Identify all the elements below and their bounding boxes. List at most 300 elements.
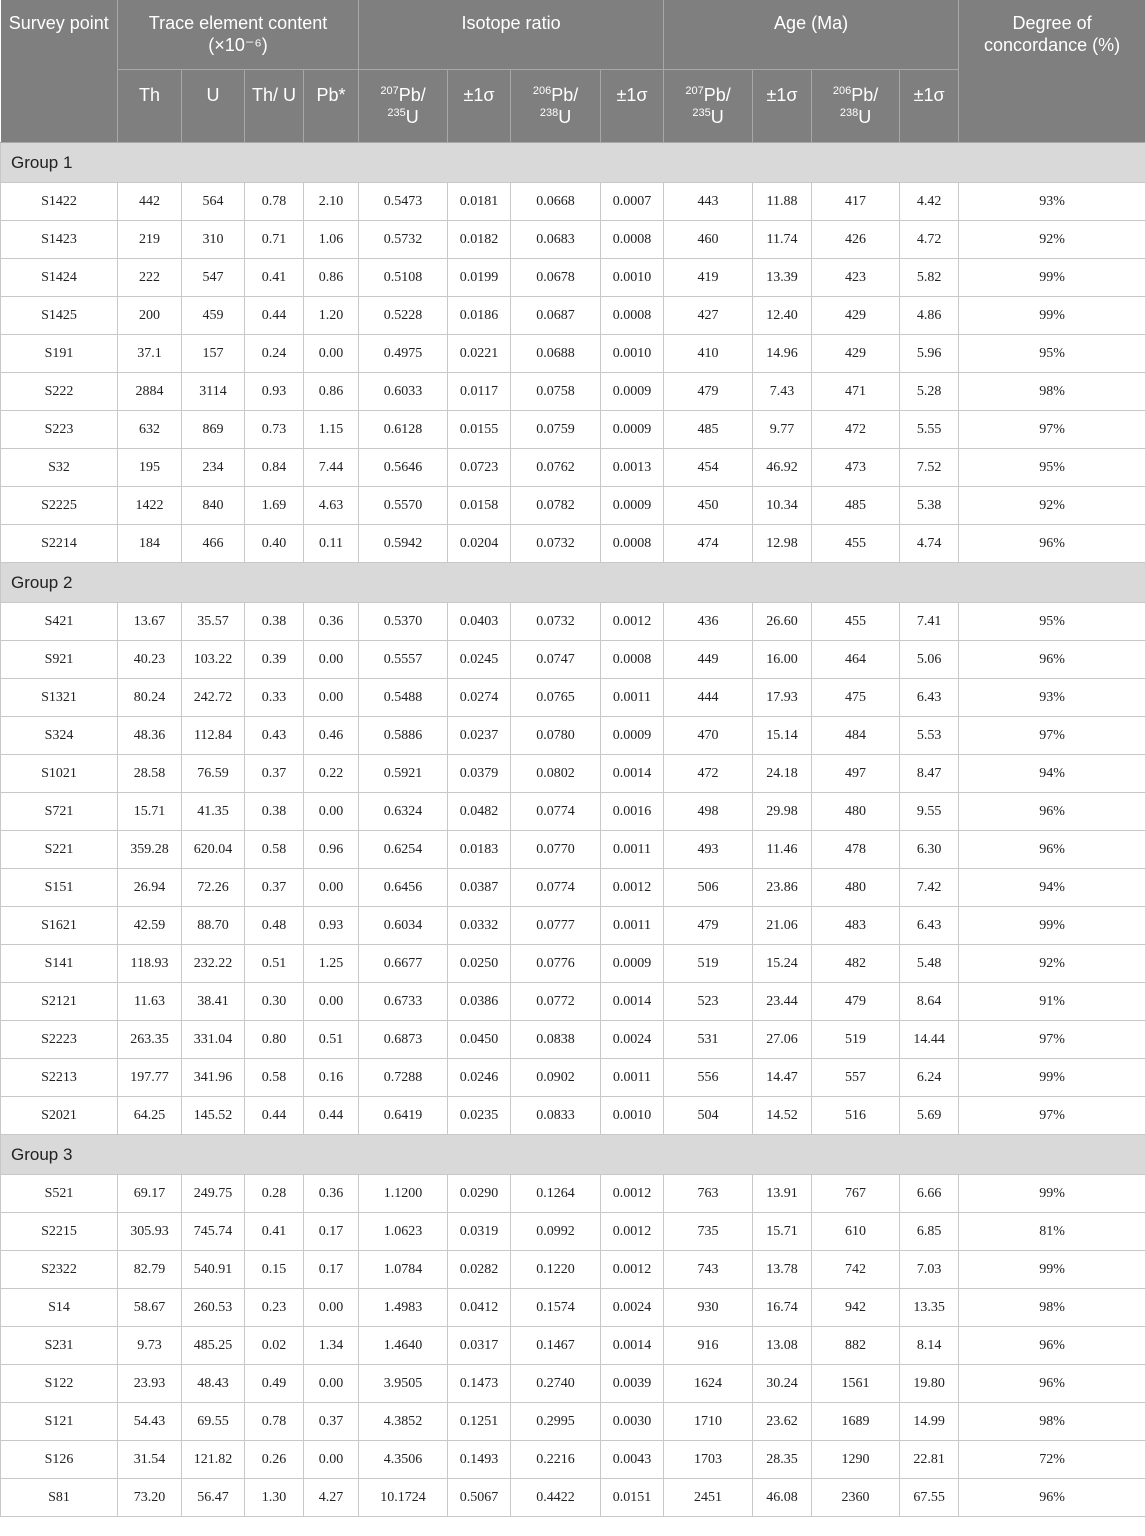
table-cell: 0.5646: [359, 449, 448, 487]
table-cell: 0.5370: [359, 603, 448, 641]
table-cell: 19.80: [900, 1365, 959, 1403]
table-cell: 1.0784: [359, 1251, 448, 1289]
table-cell: 0.0204: [448, 525, 511, 563]
table-cell: 95%: [959, 603, 1145, 641]
table-cell: 444: [664, 679, 753, 717]
table-cell: 96%: [959, 793, 1145, 831]
table-cell: 93%: [959, 679, 1145, 717]
table-cell: 95%: [959, 335, 1145, 373]
table-row: [1, 907, 1145, 945]
table-cell: 0.5473: [359, 183, 448, 221]
table-cell: 0.5228: [359, 297, 448, 335]
table-cell: 263.35: [118, 1021, 182, 1059]
table-row: [1, 411, 1145, 449]
table-cell: 0.0010: [601, 259, 664, 297]
table-cell: 232.22: [182, 945, 245, 983]
table-cell: 11.74: [753, 221, 812, 259]
table-cell: 7.44: [304, 449, 359, 487]
table-cell: 6.43: [900, 907, 959, 945]
table-cell: 1422: [118, 487, 182, 525]
table-cell: 0.78: [245, 1403, 304, 1441]
table-cell: 0.46: [304, 717, 359, 755]
table-cell: 0.0151: [601, 1479, 664, 1517]
table-cell: 0.2740: [511, 1365, 601, 1403]
table-cell: 0.0013: [601, 449, 664, 487]
table-cell: 0.0758: [511, 373, 601, 411]
table-cell: 531: [664, 1021, 753, 1059]
table-cell: 4.86: [900, 297, 959, 335]
survey-point-cell: S2213: [1, 1059, 118, 1097]
table-row: [1, 1479, 1145, 1517]
table-row: [1, 373, 1145, 411]
table-cell: 0.00: [304, 335, 359, 373]
table-cell: 14.99: [900, 1403, 959, 1441]
table-cell: 11.88: [753, 183, 812, 221]
survey-point-cell: S221: [1, 831, 118, 869]
table-cell: 0.5488: [359, 679, 448, 717]
table-cell: 0.1220: [511, 1251, 601, 1289]
table-cell: 118.93: [118, 945, 182, 983]
table-cell: 0.6324: [359, 793, 448, 831]
table-cell: 0.37: [245, 755, 304, 793]
table-cell: 69.17: [118, 1175, 182, 1213]
table-cell: 98%: [959, 373, 1145, 411]
table-cell: 0.1493: [448, 1441, 511, 1479]
table-cell: 4.3852: [359, 1403, 448, 1441]
table-cell: 24.18: [753, 755, 812, 793]
table-cell: 516: [812, 1097, 900, 1135]
table-cell: 249.75: [182, 1175, 245, 1213]
table-cell: 480: [812, 869, 900, 907]
table-cell: 0.0683: [511, 221, 601, 259]
table-cell: 0.0732: [511, 603, 601, 641]
table-cell: 0.0387: [448, 869, 511, 907]
table-cell: 112.84: [182, 717, 245, 755]
table-cell: 0.00: [304, 793, 359, 831]
header-u: U: [182, 70, 245, 143]
table-cell: 23.93: [118, 1365, 182, 1403]
table-cell: 29.98: [753, 793, 812, 831]
table-cell: 0.44: [245, 1097, 304, 1135]
table-cell: 0.0009: [601, 717, 664, 755]
survey-point-cell: S126: [1, 1441, 118, 1479]
table-cell: 0.0802: [511, 755, 601, 793]
table-header: [1, 0, 1145, 143]
table-cell: 3114: [182, 373, 245, 411]
table-cell: 13.67: [118, 603, 182, 641]
header-trace-element: Trace element content (×10⁻⁶): [118, 0, 359, 70]
table-cell: 1290: [812, 1441, 900, 1479]
survey-point-cell: S223: [1, 411, 118, 449]
table-cell: 0.0246: [448, 1059, 511, 1097]
table-cell: 0.02: [245, 1327, 304, 1365]
table-cell: 99%: [959, 1175, 1145, 1213]
table-cell: 0.0765: [511, 679, 601, 717]
table-cell: 21.06: [753, 907, 812, 945]
table-cell: 0.0011: [601, 831, 664, 869]
table-cell: 92%: [959, 945, 1145, 983]
table-cell: 0.33: [245, 679, 304, 717]
table-cell: 4.74: [900, 525, 959, 563]
survey-point-cell: S1621: [1, 907, 118, 945]
table-cell: 0.0183: [448, 831, 511, 869]
survey-point-cell: S1021: [1, 755, 118, 793]
header-ratio-206-238: $^{206}$Pb/ $^{238}$U: [511, 70, 601, 143]
table-cell: 0.78: [245, 183, 304, 221]
table-cell: 0.0007: [601, 183, 664, 221]
table-cell: 0.4422: [511, 1479, 601, 1517]
table-cell: 547: [182, 259, 245, 297]
table-cell: 0.0992: [511, 1213, 601, 1251]
table-cell: 26.94: [118, 869, 182, 907]
table-cell: 0.0011: [601, 679, 664, 717]
header-pb: Pb*: [304, 70, 359, 143]
table-cell: 479: [812, 983, 900, 1021]
table-cell: 423: [812, 259, 900, 297]
group-label: Group 3: [1, 1135, 1145, 1175]
table-cell: 0.96: [304, 831, 359, 869]
survey-point-cell: S222: [1, 373, 118, 411]
table-cell: 121.82: [182, 1441, 245, 1479]
table-cell: 1.30: [245, 1479, 304, 1517]
table-cell: 96%: [959, 525, 1145, 563]
table-cell: 96%: [959, 1327, 1145, 1365]
table-cell: 459: [182, 297, 245, 335]
survey-point-cell: S1321: [1, 679, 118, 717]
survey-point-cell: S421: [1, 603, 118, 641]
table-cell: 0.49: [245, 1365, 304, 1403]
header-age-207-235-sigma: ±1σ: [753, 70, 812, 143]
table-cell: 0.40: [245, 525, 304, 563]
table-cell: 930: [664, 1289, 753, 1327]
table-cell: 443: [664, 183, 753, 221]
survey-point-cell: S121: [1, 1403, 118, 1441]
table-row: [1, 1251, 1145, 1289]
table-cell: 869: [182, 411, 245, 449]
table-row: [1, 945, 1145, 983]
table-row: [1, 525, 1145, 563]
table-cell: 7.03: [900, 1251, 959, 1289]
table-cell: 42.59: [118, 907, 182, 945]
table-cell: 0.0774: [511, 793, 601, 831]
table-row: [1, 1365, 1145, 1403]
table-cell: 480: [812, 793, 900, 831]
table-cell: 97%: [959, 411, 1145, 449]
table-cell: 620.04: [182, 831, 245, 869]
table-cell: 0.1473: [448, 1365, 511, 1403]
table-cell: 417: [812, 183, 900, 221]
table-cell: 478: [812, 831, 900, 869]
table-cell: 460: [664, 221, 753, 259]
table-cell: 0.37: [304, 1403, 359, 1441]
table-cell: 8.64: [900, 983, 959, 1021]
table-cell: 0.0009: [601, 373, 664, 411]
table-cell: 429: [812, 335, 900, 373]
table-cell: 410: [664, 335, 753, 373]
header-th: Th: [118, 70, 182, 143]
table-cell: 0.0759: [511, 411, 601, 449]
table-cell: 0.0010: [601, 335, 664, 373]
table-cell: 94%: [959, 755, 1145, 793]
table-cell: 472: [664, 755, 753, 793]
table-cell: 28.58: [118, 755, 182, 793]
table-cell: 0.0723: [448, 449, 511, 487]
table-cell: 13.91: [753, 1175, 812, 1213]
table-row: [1, 1175, 1145, 1213]
table-cell: 0.58: [245, 831, 304, 869]
table-cell: 0.0012: [601, 1251, 664, 1289]
table-cell: 0.0833: [511, 1097, 601, 1135]
group-row: [1, 143, 1145, 183]
table-cell: 0.0403: [448, 603, 511, 641]
group-label: Group 2: [1, 563, 1145, 603]
table-body: [1, 143, 1145, 1517]
table-cell: 504: [664, 1097, 753, 1135]
table-cell: 0.1574: [511, 1289, 601, 1327]
table-cell: 38.41: [182, 983, 245, 1021]
table-cell: 0.5067: [448, 1479, 511, 1517]
table-cell: 0.0012: [601, 603, 664, 641]
table-cell: 497: [812, 755, 900, 793]
table-cell: 0.0117: [448, 373, 511, 411]
table-cell: 0.0030: [601, 1403, 664, 1441]
table-cell: 10.34: [753, 487, 812, 525]
table-cell: 1.1200: [359, 1175, 448, 1213]
table-cell: 471: [812, 373, 900, 411]
table-cell: 13.08: [753, 1327, 812, 1365]
table-cell: 27.06: [753, 1021, 812, 1059]
table-cell: 64.25: [118, 1097, 182, 1135]
survey-point-cell: S2322: [1, 1251, 118, 1289]
table-cell: 331.04: [182, 1021, 245, 1059]
table-cell: 942: [812, 1289, 900, 1327]
table-cell: 88.70: [182, 907, 245, 945]
table-cell: 22.81: [900, 1441, 959, 1479]
table-cell: 99%: [959, 1251, 1145, 1289]
table-cell: 15.24: [753, 945, 812, 983]
survey-point-cell: S2021: [1, 1097, 118, 1135]
table-cell: 91%: [959, 983, 1145, 1021]
table-cell: 0.0182: [448, 221, 511, 259]
table-row: [1, 1403, 1145, 1441]
table-cell: 0.41: [245, 1213, 304, 1251]
survey-point-cell: S1422: [1, 183, 118, 221]
table-cell: 0.0181: [448, 183, 511, 221]
survey-point-cell: S2215: [1, 1213, 118, 1251]
table-cell: 0.0012: [601, 869, 664, 907]
survey-point-cell: S14: [1, 1289, 118, 1327]
table-cell: 4.42: [900, 183, 959, 221]
survey-point-cell: S1423: [1, 221, 118, 259]
table-cell: 0.00: [304, 641, 359, 679]
table-cell: 0.15: [245, 1251, 304, 1289]
table-cell: 479: [664, 373, 753, 411]
table-cell: 7.41: [900, 603, 959, 641]
table-cell: 97%: [959, 717, 1145, 755]
table-cell: 564: [182, 183, 245, 221]
table-cell: 0.0008: [601, 297, 664, 335]
header-age: Age (Ma): [664, 0, 959, 70]
table-cell: 7.42: [900, 869, 959, 907]
table-cell: 5.96: [900, 335, 959, 373]
table-cell: 840: [182, 487, 245, 525]
table-cell: 0.0010: [601, 1097, 664, 1135]
survey-point-cell: S1424: [1, 259, 118, 297]
table-cell: 1710: [664, 1403, 753, 1441]
table-cell: 0.0838: [511, 1021, 601, 1059]
table-cell: 222: [118, 259, 182, 297]
table-cell: 0.0762: [511, 449, 601, 487]
table-cell: 610: [812, 1213, 900, 1251]
table-cell: 92%: [959, 221, 1145, 259]
table-cell: 0.38: [245, 603, 304, 641]
table-cell: 0.0158: [448, 487, 511, 525]
table-row: [1, 1441, 1145, 1479]
table-cell: 0.24: [245, 335, 304, 373]
table-cell: 2451: [664, 1479, 753, 1517]
table-cell: 0.0386: [448, 983, 511, 1021]
table-cell: 0.5886: [359, 717, 448, 755]
table-cell: 37.1: [118, 335, 182, 373]
table-cell: 67.55: [900, 1479, 959, 1517]
table-cell: 0.0902: [511, 1059, 601, 1097]
table-cell: 0.00: [304, 1289, 359, 1327]
table-cell: 0.23: [245, 1289, 304, 1327]
table-cell: 2.10: [304, 183, 359, 221]
survey-point-cell: S122: [1, 1365, 118, 1403]
table-cell: 99%: [959, 259, 1145, 297]
table-cell: 6.30: [900, 831, 959, 869]
header-ratio-207-235-sigma: ±1σ: [448, 70, 511, 143]
table-cell: 0.0014: [601, 755, 664, 793]
table-cell: 8.47: [900, 755, 959, 793]
table-cell: 12.40: [753, 297, 812, 335]
table-cell: 73.20: [118, 1479, 182, 1517]
table-cell: 1689: [812, 1403, 900, 1441]
table-cell: 0.0009: [601, 945, 664, 983]
table-cell: 1.34: [304, 1327, 359, 1365]
table-cell: 0.0016: [601, 793, 664, 831]
table-cell: 17.93: [753, 679, 812, 717]
table-cell: 0.0482: [448, 793, 511, 831]
table-cell: 916: [664, 1327, 753, 1365]
table-row: [1, 335, 1145, 373]
table-cell: 475: [812, 679, 900, 717]
table-cell: 0.0008: [601, 525, 664, 563]
survey-point-cell: S2225: [1, 487, 118, 525]
table-cell: 743: [664, 1251, 753, 1289]
table-cell: 0.16: [304, 1059, 359, 1097]
table-cell: 0.2995: [511, 1403, 601, 1441]
table-cell: 1.4983: [359, 1289, 448, 1327]
table-cell: 40.23: [118, 641, 182, 679]
table-cell: 3.9505: [359, 1365, 448, 1403]
table-cell: 0.58: [245, 1059, 304, 1097]
table-cell: 498: [664, 793, 753, 831]
table-cell: 48.36: [118, 717, 182, 755]
table-cell: 0.0245: [448, 641, 511, 679]
table-cell: 0.0008: [601, 221, 664, 259]
table-cell: 4.3506: [359, 1441, 448, 1479]
survey-point-cell: S81: [1, 1479, 118, 1517]
survey-point-cell: S324: [1, 717, 118, 755]
table-cell: 98%: [959, 1289, 1145, 1327]
table-cell: 479: [664, 907, 753, 945]
table-row: [1, 297, 1145, 335]
table-row: [1, 793, 1145, 831]
table-cell: 0.0274: [448, 679, 511, 717]
table-cell: 0.0290: [448, 1175, 511, 1213]
table-cell: 0.28: [245, 1175, 304, 1213]
table-cell: 0.6419: [359, 1097, 448, 1135]
table-cell: 1.15: [304, 411, 359, 449]
header-isotope-ratio: Isotope ratio: [359, 0, 664, 70]
table-cell: 454: [664, 449, 753, 487]
table-cell: 436: [664, 603, 753, 641]
table-cell: 485: [664, 411, 753, 449]
table-cell: 200: [118, 297, 182, 335]
table-cell: 359.28: [118, 831, 182, 869]
table-cell: 0.5942: [359, 525, 448, 563]
table-cell: 16.74: [753, 1289, 812, 1327]
table-cell: 157: [182, 335, 245, 373]
table-cell: 96%: [959, 831, 1145, 869]
survey-point-cell: S151: [1, 869, 118, 907]
table-cell: 0.0668: [511, 183, 601, 221]
table-cell: 35.57: [182, 603, 245, 641]
table-cell: 0.0221: [448, 335, 511, 373]
table-cell: 145.52: [182, 1097, 245, 1135]
table-cell: 442: [118, 183, 182, 221]
survey-point-cell: S231: [1, 1327, 118, 1365]
table-cell: 0.0235: [448, 1097, 511, 1135]
table-cell: 96%: [959, 641, 1145, 679]
header-age-206-238: $^{206}$Pb/ $^{238}$U: [812, 70, 900, 143]
table-cell: 0.6254: [359, 831, 448, 869]
table-cell: 0.6873: [359, 1021, 448, 1059]
table-cell: 0.0776: [511, 945, 601, 983]
table-row: [1, 831, 1145, 869]
table-cell: 82.79: [118, 1251, 182, 1289]
table-cell: 0.11: [304, 525, 359, 563]
table-cell: 0.5108: [359, 259, 448, 297]
table-cell: 485.25: [182, 1327, 245, 1365]
table-cell: 0.6033: [359, 373, 448, 411]
table-cell: 0.71: [245, 221, 304, 259]
table-cell: 5.69: [900, 1097, 959, 1135]
table-cell: 1.25: [304, 945, 359, 983]
table-row: [1, 1097, 1145, 1135]
table-cell: 184: [118, 525, 182, 563]
group-label: Group 1: [1, 143, 1145, 183]
table-cell: 0.0317: [448, 1327, 511, 1365]
table-cell: 0.44: [245, 297, 304, 335]
table-cell: 5.55: [900, 411, 959, 449]
table-cell: 15.14: [753, 717, 812, 755]
table-cell: 493: [664, 831, 753, 869]
table-cell: 455: [812, 525, 900, 563]
table-cell: 0.0678: [511, 259, 601, 297]
table-cell: 94%: [959, 869, 1145, 907]
table-cell: 0.93: [304, 907, 359, 945]
table-cell: 2884: [118, 373, 182, 411]
table-row: [1, 679, 1145, 717]
table-cell: 48.43: [182, 1365, 245, 1403]
table-cell: 735: [664, 1213, 753, 1251]
table-cell: 0.0688: [511, 335, 601, 373]
table-cell: 0.00: [304, 983, 359, 1021]
table-cell: 76.59: [182, 755, 245, 793]
